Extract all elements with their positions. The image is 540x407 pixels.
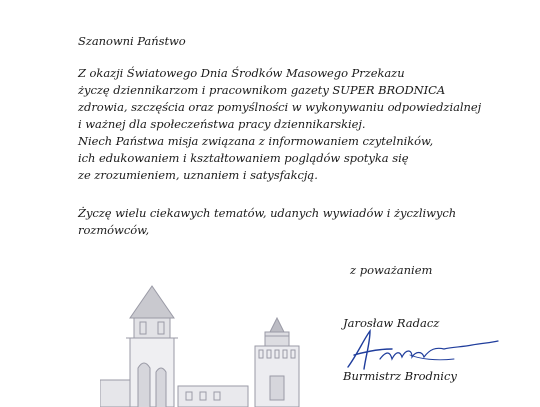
- paragraph-1-line-4: i ważnej dla społeczeństwa pracy dziennikarskiej.: [78, 117, 366, 131]
- paragraph-2-line-2: rozmówców,: [78, 223, 150, 237]
- paragraph-1-line-3: zdrowia, szczęścia oraz pomyślności w wykonywaniu odpowiedzialnej: [78, 100, 482, 114]
- handwritten-signature: [340, 325, 510, 375]
- paragraph-1-line-2: życzę dziennikarzom i pracownikom gazety SUPER BRODNICA: [78, 83, 446, 97]
- closing-text: z poważaniem: [350, 263, 433, 277]
- signer-name: Jarosław Radacz: [343, 316, 440, 330]
- paragraph-2-line-1: Życzę wielu ciekawych tematów, udanych wywiadów i życzliwych: [78, 206, 457, 220]
- paragraph-1-line-5: Niech Państwa misja związana z informowaniem czytelników,: [78, 134, 434, 148]
- signer-title: Burmistrz Brodnicy: [343, 369, 457, 383]
- town-towers-illustration: [100, 280, 315, 407]
- greeting: Szanowni Państwo: [78, 34, 186, 48]
- paragraph-1-line-6: ich edukowaniem i kształtowaniem poglądów spotyka się: [78, 151, 409, 165]
- paragraph-1-line-7: ze zrozumieniem, uznaniem i satysfakcją.: [78, 168, 318, 182]
- paragraph-1-line-1: Z okazji Światowego Dnia Środków Masowego Przekazu: [78, 66, 405, 80]
